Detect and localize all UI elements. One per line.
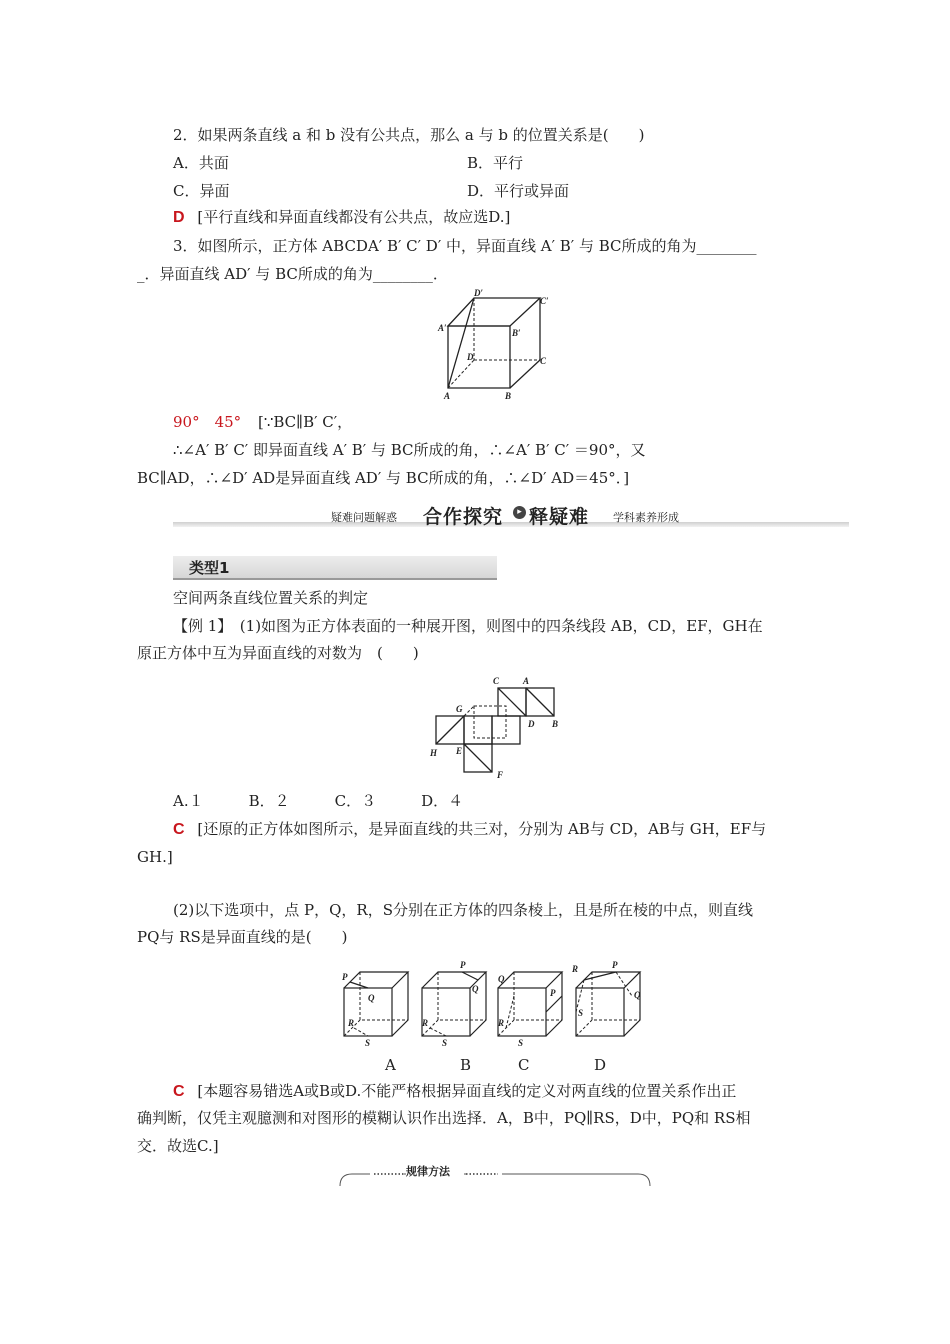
ex1-stem-line2: 原正方体中互为异面直线的对数为 ( ): [137, 644, 419, 662]
type1-label: 类型1: [189, 559, 230, 577]
caption-a: A: [385, 1056, 396, 1074]
label-a: A: [444, 391, 451, 401]
svg-text:R: R: [422, 1018, 429, 1028]
svg-text:Q: Q: [368, 993, 375, 1003]
q2-option-d: D．平行或异面: [467, 182, 570, 200]
label-a-prime: A′: [438, 323, 447, 333]
net-label-a: A: [523, 676, 530, 686]
q3-stem-line2: _．异面直线 AD′ 与 BC所成的角为________．: [137, 265, 448, 283]
section-banner: [173, 500, 849, 532]
label-d-prime: D′: [474, 288, 484, 298]
ex1b-explanation1: [本题容易错选A或B或D.不能严格根据异面直线的定义对两直线的位置关系作出正: [197, 1082, 737, 1100]
q3-answer: 90° 45°: [173, 413, 242, 431]
label-c-prime: C′: [540, 296, 549, 306]
ex1b-explanation2: 确判断，仅凭主观臆测和对图形的模糊认识作出选择．A，B中，PQ∥RS，D中，PQ和 RS相: [137, 1109, 751, 1127]
svg-text:Q: Q: [634, 990, 641, 1000]
svg-text:P: P: [612, 960, 618, 970]
cube-figure: [430, 284, 560, 404]
q2-explanation: [平行直线和异面直线都没有公共点，故应选D.]: [197, 208, 511, 226]
cube-option-a: [342, 972, 408, 1048]
q3-solution-line3: BC∥AD，∴∠D′ AD是异面直线 AD′ 与 BC所成的角，∴∠D′ AD＝45°．]: [137, 469, 630, 487]
caption-d: D: [594, 1056, 607, 1074]
banner-rule: [173, 522, 849, 527]
caption-b: B: [460, 1056, 472, 1074]
reconstructed-cube-back: [474, 706, 506, 738]
type1-header: [173, 556, 497, 580]
label-d: D: [467, 352, 474, 362]
ex1-explanation2: GH.]: [137, 848, 173, 866]
type1-title: 空间两条直线位置关系的判定: [173, 589, 369, 607]
net-label-h: H: [430, 748, 438, 758]
cube-top-face: [448, 298, 540, 326]
q2-option-c: C．异面: [173, 182, 230, 200]
banner-right-text: 学科素养形成: [613, 511, 679, 524]
option-cubes-figure: [336, 958, 656, 1050]
ex1b-explanation3: 交．故选C.]: [137, 1137, 219, 1155]
label-c: C: [540, 356, 547, 366]
ex1-options: A.１ B．２ C．３ D．４: [173, 792, 464, 810]
segment-cd: [498, 688, 526, 716]
svg-text:S: S: [365, 1038, 371, 1048]
svg-text:R: R: [498, 1018, 505, 1028]
net-square-4: [464, 716, 492, 744]
banner-title-part2: 释疑难: [529, 506, 590, 528]
svg-text:R: R: [348, 1018, 355, 1028]
svg-text:P: P: [460, 960, 466, 970]
cube-net-figure: [420, 672, 570, 780]
q2-solution: [173, 207, 510, 228]
reconstructed-edge: [464, 706, 474, 716]
net-label-b: B: [552, 719, 559, 729]
q2-stem: 2．如果两条直线 a 和 b 没有公共点，那么 a 与 b 的位置关系是( ): [173, 126, 645, 144]
q2-option-b: B．平行: [467, 154, 524, 172]
banner-arrow-icon: ▸: [513, 506, 526, 519]
net-label-e: E: [456, 746, 463, 756]
banner-title-part1: 合作探究: [423, 506, 504, 528]
ex1b-answer: C: [173, 1083, 185, 1100]
caption-c: C: [518, 1056, 530, 1074]
label-b-prime: B′: [512, 328, 521, 338]
cube-option-d: [571, 960, 641, 1036]
ex1-answer: C: [173, 821, 185, 838]
cube-edge-bc: [510, 360, 540, 388]
ex1b-stem-line2: PQ与 RS是异面直线的是( ): [137, 928, 348, 946]
method-divider: [338, 1164, 652, 1190]
q3-solution-line1: [173, 412, 352, 432]
svg-text:Q: Q: [472, 984, 479, 994]
q2-option-a: A．共面: [173, 154, 229, 172]
banner-left-text: 疑难问题解惑: [331, 511, 397, 524]
net-label-g: G: [456, 704, 463, 714]
svg-text:P: P: [342, 972, 348, 982]
net-label-d: D: [528, 719, 535, 729]
ex1b-solution-line1: [173, 1081, 736, 1102]
net-label-f: F: [497, 770, 504, 780]
ex1b-stem-line1: (2)以下选项中，点 P，Q，R，S分别在正方体的四条棱上，且是所在棱的中点，则直线: [173, 901, 753, 919]
q3-stem-line1: 3．如图所示，正方体 ABCDA′ B′ C′ D′ 中，异面直线 A′ B′ 与 BC所成的角为________: [173, 237, 757, 255]
method-label: 规律方法: [406, 1165, 450, 1178]
svg-text:P: P: [550, 988, 556, 998]
cube-option-b: [421, 960, 486, 1048]
svg-text:Q: Q: [498, 974, 505, 984]
q3-solution-text1: [∵BC∥B′ C′，: [257, 413, 353, 431]
svg-text:S: S: [518, 1038, 524, 1048]
svg-text:S: S: [578, 1008, 584, 1018]
ex1-explanation1: [还原的正方体如图所示，是异面直线的共三对，分别为 AB与 CD，AB与 GH，EF与: [197, 820, 767, 838]
segment-ab: [526, 688, 554, 716]
net-label-c: C: [493, 676, 500, 686]
svg-text:S: S: [442, 1038, 448, 1048]
segment-ef: [464, 744, 492, 772]
segment-gh: [436, 716, 464, 744]
cube-option-c: [497, 972, 562, 1048]
q2-answer: D: [173, 209, 185, 226]
label-b: B: [505, 391, 512, 401]
q3-solution-line2: ∴∠A′ B′ C′ 即异面直线 A′ B′ 与 BC所成的角，∴∠A′ B′ C′ ＝90°，又: [173, 441, 646, 459]
ex1-solution-line1: [173, 819, 766, 840]
ex1-stem-line1: 【例 1】 (1)如图为正方体表面的一种展开图，则图中的四条线段 AB，CD，EF，GH在: [173, 617, 763, 635]
svg-text:R: R: [572, 964, 579, 974]
